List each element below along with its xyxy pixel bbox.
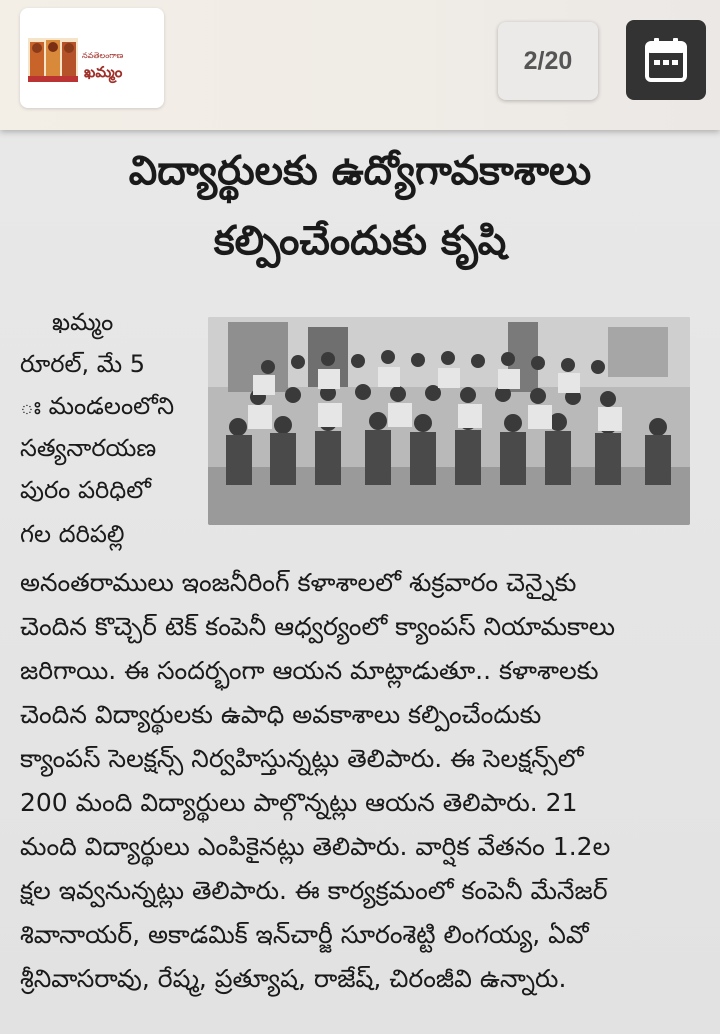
top-bar xyxy=(0,0,720,130)
article-text-line: అనంతరాములు ఇంజనీరింగ్ కళాశాలలో శుక్రవారం చెన్నైకు xyxy=(20,568,577,597)
article-text-line: గల దరిపల్లి xyxy=(20,520,125,548)
article-text-line: శ్రీనివాసరావు, రేష్మ, ప్రత్యూష, రాజేష్, చిరంజీవి ఉన్నారు. xyxy=(20,964,567,993)
article-text-line: 200 మంది విద్యార్థులు పాల్గొన్నట్లు ఆయన తెలిపారు. 21 xyxy=(20,788,578,817)
group-photo-image xyxy=(208,317,690,525)
headline-line-1: విద్యార్థులకు ఉద్యోగావకాశాలు xyxy=(128,148,592,194)
article-text-line: క్యాంపస్ సెలక్షన్స్ నిర్వహిస్తున్నట్లు తెలిపారు. ఈ సెలక్షన్స్‌లో xyxy=(20,744,584,773)
article-text-line: చెందిన విద్యార్థులకు ఉపాధి అవకాశాలు కల్పించేందుకు xyxy=(20,700,542,729)
article-text-line: సత్యనారయణ xyxy=(20,434,157,462)
article-text-line: ః మండలంలోని xyxy=(20,392,175,420)
article-text-line: రూరల్, మే 5 xyxy=(20,350,146,378)
article-text-line: మంది విద్యార్థులు ఎంపికైనట్లు తెలిపారు. వార్షిక వేతనం 1.2ల xyxy=(20,832,611,861)
article-text-line: జరిగాయి. ఈ సందర్భంగా ఆయన మాట్లాడుతూ.. కళాశాలకు xyxy=(20,656,599,685)
logo-tagline: నవతెలంగాణ xyxy=(82,51,124,60)
article-text-line: శివానాయర్, అకాడమిక్ ఇన్‌చార్జీ సూరంశెట్టి లింగయ్య, ఏవో xyxy=(20,920,589,949)
headline-line-2: కల్పించేందుకు కృషి xyxy=(213,218,507,264)
page-indicator-button[interactable]: 2/20 xyxy=(498,22,598,100)
newspaper-clipping xyxy=(0,130,720,1034)
logo-emblem-icon xyxy=(28,38,78,82)
article-text-line: చెందిన కొచ్చెర్ టెక్ కంపెనీ ఆధ్వర్యంలో క్యాంపస్ నియామకాలు xyxy=(20,612,616,641)
calendar-button[interactable] xyxy=(626,20,706,100)
article-text-line: పురం పరిధిలో xyxy=(20,476,151,504)
calendar-icon xyxy=(645,38,687,82)
logo-edition-name: ఖమ్మం xyxy=(84,63,123,81)
article-text-line: క్షల ఇవ్వనున్నట్లు తెలిపారు. ఈ కార్యక్రమంలో కంపెనీ మేనేజర్ xyxy=(20,876,608,905)
article-text-line: ఖమ్మం xyxy=(52,308,114,336)
newspaper-logo[interactable] xyxy=(20,8,164,108)
